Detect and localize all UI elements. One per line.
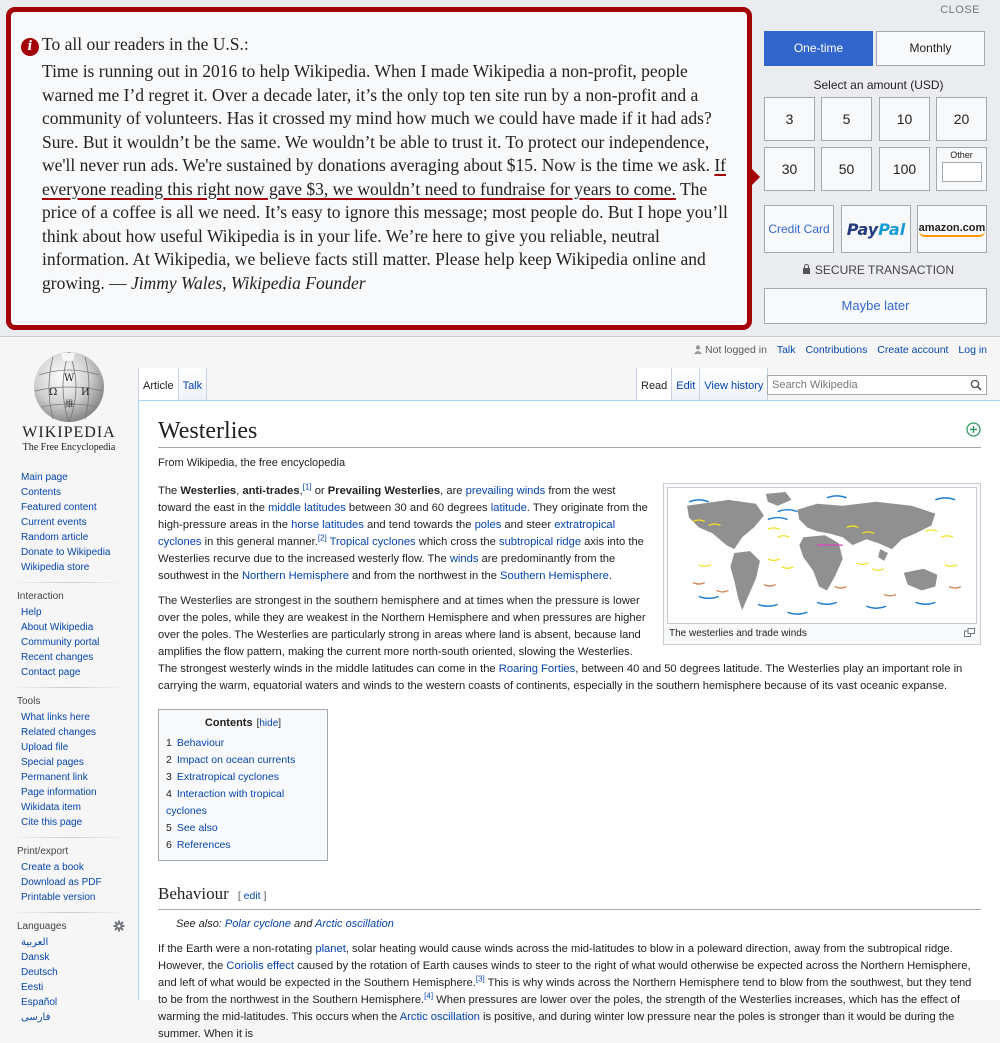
thumbnail-caption [667, 624, 977, 641]
donation-banner [0, 0, 1000, 337]
login-link[interactable]: Log in [958, 344, 987, 356]
toc-link[interactable]: Behaviour [176, 737, 225, 749]
toc-number: 5 [166, 822, 172, 834]
donate-panel [757, 0, 1000, 336]
toc-number: 4 [166, 788, 172, 800]
text: , between 40 and 50 degrees latitude. The Westerlies play an important role in carrying the warm, equatorial waters and winds to the western coasts of continents, especially in the southern hemisphere because of its vast oceanic expanse. [158, 663, 963, 692]
amazon-logo: amazon.com [919, 222, 986, 237]
sidebar-item-upload-file[interactable]: Upload file [21, 742, 69, 753]
text: axis into the Westerlies recurve due to the increased westerly flow. The [158, 536, 644, 565]
amount-20-button[interactable]: 20 [936, 97, 987, 141]
appeal-text-end: The price of a coffee is all we need. It’s easy to ignore this message; most people do. But I hope you’ll think about how useful Wikipedia is in your life. We’re here to give you reliable, neutral information. At Wikipedia, we believe facts still matter. Please help keep Wikipedia online and growing. — [42, 178, 728, 293]
wikipedia-logo[interactable] [0, 340, 138, 465]
text: and tend towards the [363, 519, 475, 531]
toc-link[interactable]: Impact on ocean currents [176, 754, 296, 766]
sidebar-interaction [0, 605, 138, 680]
logo-tagline: The Free Encyclopedia [22, 442, 116, 453]
sidebar-item-download-pdf[interactable]: Download as PDF [21, 877, 102, 888]
toc-hide-toggle[interactable]: hide [259, 718, 279, 729]
sidebar-divider [11, 582, 126, 583]
sidebar-heading-tools: Tools [17, 696, 41, 707]
sidebar-item-printable-version[interactable]: Printable version [21, 892, 96, 903]
talk-link[interactable]: Talk [776, 344, 796, 356]
text: which cross the [415, 536, 499, 548]
sidebar-item-help[interactable]: Help [21, 607, 42, 618]
toc-number: 2 [166, 754, 172, 766]
tab-read[interactable]: Read [637, 368, 672, 400]
lang-arabic[interactable]: العربية [21, 937, 49, 948]
wind-map-image[interactable] [667, 487, 977, 624]
link-winds[interactable]: winds [449, 553, 479, 565]
toc-item[interactable] [166, 820, 320, 837]
section-heading-behaviour: Behaviour [ edit ] [158, 883, 981, 910]
secure-transaction [757, 263, 1000, 277]
tab-edit[interactable]: Edit [672, 368, 700, 400]
amazon-button[interactable] [917, 205, 987, 253]
sidebar-item-random-article[interactable]: Random article [21, 532, 89, 543]
text: are predominantly from the southwest in the [158, 553, 616, 582]
toc-number: 6 [166, 839, 172, 851]
toc-title: Contents [hide] [204, 717, 282, 729]
toc-item[interactable] [166, 837, 320, 854]
appeal-signature: Jimmy Wales, Wikipedia Founder [130, 272, 366, 293]
sidebar-item-store[interactable]: Wikipedia store [21, 562, 90, 573]
term-prevailing-westerlies: Prevailing Westerlies [327, 485, 441, 497]
toc-item[interactable] [166, 786, 320, 820]
sidebar-tools [0, 710, 138, 830]
link-roaring-forties[interactable]: Roaring Forties [498, 663, 576, 675]
text: and steer [501, 519, 555, 531]
text: The [158, 485, 181, 497]
puzzle-globe-icon [27, 347, 111, 423]
toc-list [166, 735, 320, 854]
link-poles[interactable]: poles [474, 519, 502, 531]
svg-text:Ω: Ω [49, 387, 58, 398]
text: and [290, 918, 316, 930]
reference-3[interactable]: [3] [475, 974, 485, 984]
text: or [311, 485, 328, 497]
behaviour-paragraph [158, 941, 981, 1043]
lock-icon [803, 268, 810, 274]
text: This is why winds across the Northern Hemisphere tend to blow from the southwest, but they tend to be from the northwest in the Southern Hemisphere. [158, 977, 972, 1006]
namespace-tabs [138, 368, 207, 400]
amount-50-button[interactable]: 50 [821, 147, 872, 191]
amount-30-button[interactable]: 30 [764, 147, 815, 191]
text: and from the northwest in the [348, 570, 501, 582]
lang-spanish[interactable]: Español [21, 997, 58, 1008]
enlarge-icon[interactable] [964, 628, 975, 637]
term-westerlies: Westerlies [180, 485, 237, 497]
sidebar-item-page-information[interactable]: Page information [21, 787, 97, 798]
svg-text:W: W [64, 373, 75, 384]
reference-1[interactable]: [1] [302, 482, 312, 492]
link-latitude[interactable]: latitude [490, 502, 527, 514]
text: When pressures are lower over the poles, the strength of the Westerlies increases, which has the effect of warming the mid-latitudes. This occurs when the [158, 994, 960, 1023]
sidebar-heading-print: Print/export [17, 846, 69, 857]
other-amount-input[interactable] [942, 162, 982, 182]
close-banner-button[interactable]: CLOSE [940, 4, 980, 16]
text: is positive, and during winter low pressure near the poles is stronger than it would be during the summer. When it is [158, 1011, 955, 1040]
thumbnail [663, 483, 981, 645]
link-polar-cyclone[interactable]: Polar cyclone [224, 918, 291, 930]
lang-estonian[interactable]: Eesti [21, 982, 44, 993]
text: in this general manner. [201, 536, 318, 548]
appeal-box [6, 7, 752, 330]
view-tabs [636, 368, 768, 400]
link-arctic-oscillation[interactable]: Arctic oscillation [315, 918, 394, 930]
toc-heading: Contents [204, 717, 253, 729]
sidebar-navigation [0, 470, 138, 575]
sidebar [0, 470, 138, 1025]
reference-4[interactable]: [4] [424, 991, 434, 1001]
text: . They originate from the high-pressure areas in the [158, 502, 648, 531]
see-also-hatnote [158, 916, 981, 933]
toc-link[interactable]: References [176, 839, 231, 851]
appeal-message [42, 60, 732, 295]
paypal-logo-b: Pal [878, 219, 906, 239]
sidebar-item-wikidata-item[interactable]: Wikidata item [21, 802, 82, 813]
link-arctic-oscillation[interactable]: Arctic oscillation [399, 1011, 480, 1023]
article-content [138, 400, 1000, 1040]
table-of-contents [158, 709, 328, 861]
page-title: Westerlies [158, 417, 981, 448]
amount-label: Select an amount (USD) [813, 78, 944, 92]
toc-item[interactable] [166, 769, 320, 786]
sidebar-item-create-book[interactable]: Create a book [21, 862, 84, 873]
sidebar-print [0, 860, 138, 905]
term-anti-trades: anti-trades [242, 485, 300, 497]
paypal-logo-a: Pay [846, 219, 879, 239]
toc-link[interactable]: Extratropical cyclones [176, 771, 279, 783]
text: If the Earth were a non-rotating [158, 943, 316, 955]
sidebar-item-about[interactable]: About Wikipedia [21, 622, 94, 633]
amount-10-button[interactable]: 10 [879, 97, 930, 141]
other-label: Other [950, 150, 973, 160]
lang-persian[interactable]: فارسی [21, 1012, 51, 1023]
search-placeholder: Search Wikipedia [772, 379, 858, 391]
link-subtropical-ridge[interactable]: subtropical ridge [498, 536, 582, 548]
text: , solar heating would cause winds across the mid-latitudes to blow in a poleward direction, away from the subtropical ridge. However, the [158, 943, 953, 972]
contributions-link[interactable]: Contributions [805, 344, 868, 356]
toc-item[interactable] [166, 752, 320, 769]
paypal-button[interactable] [841, 205, 911, 253]
reference-2[interactable]: [2] [317, 533, 327, 543]
sidebar-divider [11, 687, 126, 688]
sidebar-item-permanent-link[interactable]: Permanent link [21, 772, 88, 783]
sidebar-item-cite-page[interactable]: Cite this page [21, 817, 83, 828]
lang-danish[interactable]: Dansk [21, 952, 50, 963]
amount-100-button[interactable]: 100 [879, 147, 930, 191]
one-time-button[interactable]: One-time [764, 31, 873, 66]
sidebar-item-current-events[interactable]: Current events [21, 517, 87, 528]
amount-5-button[interactable]: 5 [821, 97, 872, 141]
sidebar-item-recent-changes[interactable]: Recent changes [21, 652, 94, 663]
sidebar-item-related-changes[interactable]: Related changes [21, 727, 97, 738]
not-logged-in: Not logged in [705, 344, 767, 356]
text: caused by the rotation of Earth causes winds to steer to the right of what would otherwise be expected across the Northern Hemisphere, and left of what would be expected in the Southern Hemisphere. [158, 960, 971, 989]
text: , [236, 485, 243, 497]
sidebar-item-featured-content[interactable]: Featured content [21, 502, 97, 513]
text: The Westerlies are strongest in the southern hemisphere and at times when the pressure is lower over the poles, while they are weakest in the Northern Hemisphere and when pressures are higher over the poles. The Westerlies are particularly strong in areas where land is absent, because land amplifies the flow pattern, making the current more north-south oriented, slowing the Westerlies. The strongest westerly winds in the middle latitudes can come in the [158, 595, 646, 675]
site-subtitle: From Wikipedia, the free encyclopedia [158, 457, 346, 469]
toc-link[interactable]: See also [176, 822, 218, 834]
appeal-highlight: If everyone reading this right now gave $3, we wouldn’t need to fundraise for years to come. [42, 155, 726, 199]
sidebar-heading-languages [0, 921, 138, 932]
sidebar-item-community-portal[interactable]: Community portal [21, 637, 100, 648]
link-horse-latitudes[interactable]: horse latitudes [291, 519, 364, 531]
sidebar-item-contents[interactable]: Contents [21, 487, 62, 498]
credit-card-button[interactable]: Credit Card [764, 205, 834, 253]
sidebar-item-contact[interactable]: Contact page [21, 667, 81, 678]
link-planet[interactable]: planet [315, 943, 346, 955]
link-tropical-cyclones[interactable]: Tropical cyclones [329, 536, 416, 548]
create-account-link[interactable]: Create account [877, 344, 949, 356]
text: . [608, 570, 612, 582]
sidebar-heading-interaction: Interaction [17, 591, 64, 602]
appeal-heading: To all our readers in the U.S.: [42, 34, 249, 54]
link-middle-latitudes[interactable]: middle latitudes [268, 502, 346, 514]
amount-other [936, 147, 987, 191]
tab-article[interactable]: Article [139, 368, 179, 400]
gear-icon[interactable] [113, 920, 125, 932]
caption-text: The westerlies and trade winds [669, 628, 807, 639]
sidebar-divider [11, 912, 126, 913]
info-icon: i [21, 38, 39, 56]
section-title: Behaviour [158, 884, 229, 903]
user-icon [694, 345, 702, 354]
link-coriolis-effect[interactable]: Coriolis effect [226, 960, 294, 972]
search-input[interactable] [767, 375, 987, 395]
maybe-later-button[interactable]: Maybe later [764, 288, 987, 324]
section-edit-link[interactable]: edit [243, 890, 261, 902]
text: , are [440, 485, 466, 497]
link-prevailing-winds[interactable]: prevailing winds [465, 485, 546, 497]
amount-3-button[interactable]: 3 [764, 97, 815, 141]
toc-number: 3 [166, 771, 172, 783]
text: from the west toward the east in the [158, 485, 616, 514]
text: , [299, 485, 303, 497]
tab-view-history[interactable]: View history [700, 368, 768, 400]
languages-label: Languages [17, 921, 67, 932]
lang-german[interactable]: Deutsch [21, 967, 58, 978]
link-extratropical-cyclones[interactable]: extratropical cyclones [158, 519, 616, 548]
text: See also: [176, 918, 225, 930]
personal-tools [694, 344, 987, 356]
toc-item[interactable] [166, 735, 320, 752]
monthly-button[interactable]: Monthly [876, 31, 985, 66]
svg-text:И: И [81, 387, 90, 398]
search-icon[interactable] [970, 379, 982, 391]
sidebar-item-donate[interactable]: Donate to Wikipedia [21, 547, 111, 558]
add-icon[interactable] [966, 422, 981, 437]
link-northern-hemisphere[interactable]: Northern Hemisphere [241, 570, 349, 582]
text: between 30 and 60 degrees [345, 502, 491, 514]
sidebar-item-special-pages[interactable]: Special pages [21, 757, 84, 768]
sidebar-languages [0, 935, 138, 1025]
link-southern-hemisphere[interactable]: Southern Hemisphere [500, 570, 609, 582]
toc-number: 1 [166, 737, 172, 749]
appeal-text: Time is running out in 2016 to help Wikipedia. When I made Wikipedia a non-profit, people warned me I’d regret it. Over a decade later, it’s the only top ten site run by a non-profit and a community of volunteers. Has it crossed my mind how much we could have made if it had ads? Sure. But it wouldn’t be the same. We wouldn’t be able to trust it. To protect our independence, we'll never run ads. We're sustained by donations averaging about $15. Now is the time we ask. [42, 61, 712, 175]
toc-link[interactable]: Interaction with tropical cyclones [166, 788, 285, 817]
sidebar-divider [11, 837, 126, 838]
wordmark: WIKIPEDIA [22, 424, 116, 441]
sidebar-item-main-page[interactable]: Main page [21, 472, 68, 483]
tab-talk[interactable]: Talk [179, 368, 208, 400]
svg-text:維: 維 [65, 400, 75, 410]
secure-label: SECURE TRANSACTION [814, 263, 955, 277]
sidebar-item-what-links-here[interactable]: What links here [21, 712, 90, 723]
